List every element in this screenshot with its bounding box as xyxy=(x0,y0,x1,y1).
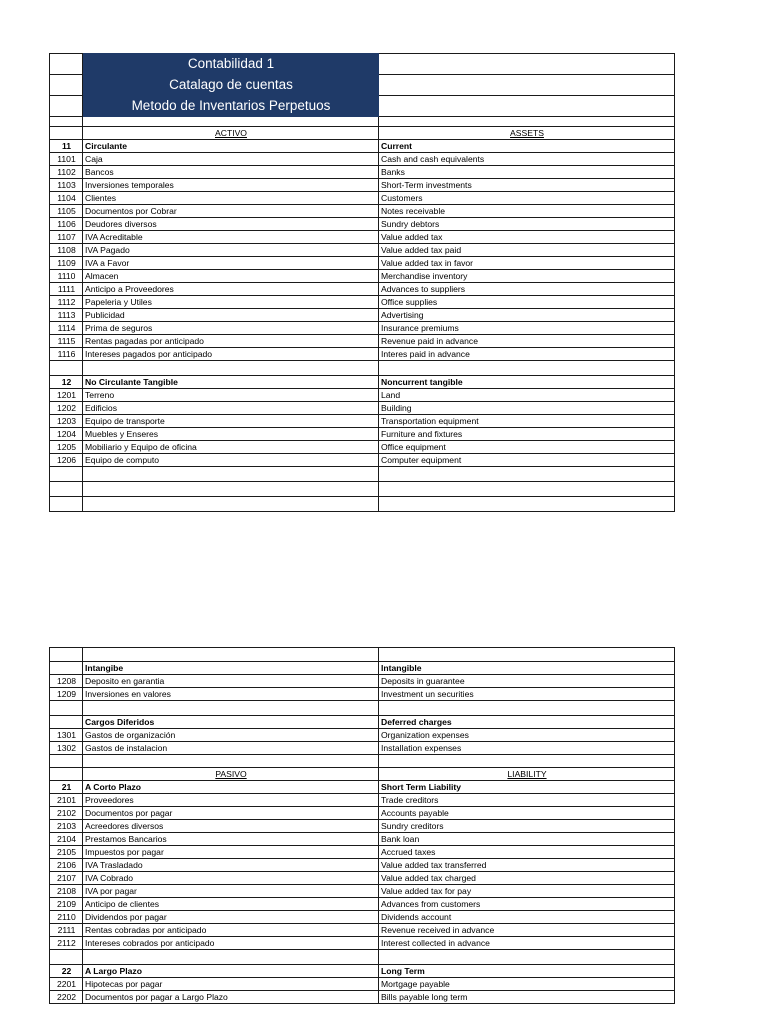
account-name-en: Value added tax in favor xyxy=(379,257,675,270)
empty-cell xyxy=(379,497,675,512)
account-name-es: Rentas pagadas por anticipado xyxy=(83,335,379,348)
section-title-es: No Circulante Tangible xyxy=(83,376,379,389)
title-blank-cell xyxy=(50,75,83,96)
account-name-es: Publicidad xyxy=(83,309,379,322)
account-name-en: Transportation equipment xyxy=(379,415,675,428)
account-name-es: Caja xyxy=(83,153,379,166)
account-code: 1202 xyxy=(50,402,83,415)
section-title-en: Current xyxy=(379,140,675,153)
account-name-es: Intereses cobrados por anticipado xyxy=(83,937,379,950)
account-row xyxy=(50,807,675,820)
title-row xyxy=(50,75,675,96)
account-name-en: Value added tax xyxy=(379,231,675,244)
account-row xyxy=(50,688,675,701)
empty-cell xyxy=(379,648,675,662)
account-name-en: Merchandise inventory xyxy=(379,270,675,283)
account-name-en: Land xyxy=(379,389,675,402)
account-code: 2201 xyxy=(50,978,83,991)
account-name-en: Organization expenses xyxy=(379,729,675,742)
section-code: 11 xyxy=(50,140,83,153)
account-code: 2108 xyxy=(50,885,83,898)
empty-row xyxy=(50,117,675,127)
account-name-es: Dividendos por pagar xyxy=(83,911,379,924)
account-row xyxy=(50,859,675,872)
title-row xyxy=(50,54,675,75)
account-code: 1115 xyxy=(50,335,83,348)
empty-cell xyxy=(50,497,83,512)
account-code: 1206 xyxy=(50,454,83,467)
column-header-row xyxy=(50,768,675,781)
account-name-en: Investment un securities xyxy=(379,688,675,701)
account-name-es: Papeleria y Utiles xyxy=(83,296,379,309)
empty-cell xyxy=(379,467,675,482)
account-row xyxy=(50,389,675,402)
section-code: 22 xyxy=(50,965,83,978)
account-name-en: Building xyxy=(379,402,675,415)
section-header-row xyxy=(50,965,675,978)
empty-row xyxy=(50,950,675,965)
account-row xyxy=(50,937,675,950)
account-row xyxy=(50,322,675,335)
account-name-es: IVA Pagado xyxy=(83,244,379,257)
account-name-en: Interest collected in advance xyxy=(379,937,675,950)
activo-header xyxy=(83,127,379,140)
account-name-es: Inversiones en valores xyxy=(83,688,379,701)
account-name-en: Advances to suppliers xyxy=(379,283,675,296)
account-row xyxy=(50,428,675,441)
account-name-en: Advertising xyxy=(379,309,675,322)
section-code xyxy=(50,716,83,729)
account-row xyxy=(50,441,675,454)
account-name-en: Value added tax transferred xyxy=(379,859,675,872)
account-catalog-table-2 xyxy=(49,647,675,1004)
empty-row xyxy=(50,701,675,716)
account-name-es: Hipotecas por pagar xyxy=(83,978,379,991)
title-blank-cell xyxy=(50,96,83,117)
account-name-en: Cash and cash equivalents xyxy=(379,153,675,166)
empty-cell xyxy=(50,117,83,127)
account-name-es: Prestamos Bancarios xyxy=(83,833,379,846)
account-name-en: Value added tax for pay xyxy=(379,885,675,898)
empty-cell xyxy=(83,361,379,376)
section-title-es: Cargos Diferidos xyxy=(83,716,379,729)
account-name-es: IVA Trasladado xyxy=(83,859,379,872)
blank-cell xyxy=(50,768,83,781)
account-code: 2102 xyxy=(50,807,83,820)
account-code: 1103 xyxy=(50,179,83,192)
account-code: 1112 xyxy=(50,296,83,309)
account-code: 1110 xyxy=(50,270,83,283)
pasivo-header xyxy=(83,768,379,781)
empty-row xyxy=(50,755,675,768)
account-code: 2103 xyxy=(50,820,83,833)
account-row xyxy=(50,898,675,911)
account-name-es: Acreedores diversos xyxy=(83,820,379,833)
activo-header-text: ACTIVO xyxy=(215,128,247,138)
account-name-en: Bills payable long term xyxy=(379,991,675,1004)
section-header-row xyxy=(50,781,675,794)
account-code: 1107 xyxy=(50,231,83,244)
account-row xyxy=(50,192,675,205)
column-header-row xyxy=(50,127,675,140)
section-title-es: A Corto Plazo xyxy=(83,781,379,794)
account-row xyxy=(50,978,675,991)
account-name-es: Deposito en garantia xyxy=(83,675,379,688)
empty-cell xyxy=(83,648,379,662)
account-name-es: Equipo de computo xyxy=(83,454,379,467)
empty-cell xyxy=(379,701,675,716)
account-name-en: Insurance premiums xyxy=(379,322,675,335)
account-code: 1109 xyxy=(50,257,83,270)
account-name-es: Bancos xyxy=(83,166,379,179)
empty-row xyxy=(50,361,675,376)
account-name-es: IVA a Favor xyxy=(83,257,379,270)
account-code: 1111 xyxy=(50,283,83,296)
account-row xyxy=(50,296,675,309)
section-title-en: Deferred charges xyxy=(379,716,675,729)
account-row xyxy=(50,833,675,846)
empty-row xyxy=(50,648,675,662)
account-code: 1201 xyxy=(50,389,83,402)
account-code: 1113 xyxy=(50,309,83,322)
title-right-blank xyxy=(379,75,675,96)
account-row xyxy=(50,166,675,179)
account-row xyxy=(50,179,675,192)
account-row xyxy=(50,153,675,166)
account-row xyxy=(50,218,675,231)
section-title-es: A Largo Plazo xyxy=(83,965,379,978)
account-name-en: Revenue received in advance xyxy=(379,924,675,937)
empty-cell xyxy=(83,755,379,768)
account-name-es: Mobiliario y Equipo de oficina xyxy=(83,441,379,454)
empty-cell xyxy=(379,950,675,965)
account-row xyxy=(50,415,675,428)
account-name-es: Terreno xyxy=(83,389,379,402)
account-row xyxy=(50,820,675,833)
account-name-en: Banks xyxy=(379,166,675,179)
account-name-en: Office equipment xyxy=(379,441,675,454)
account-code: 1104 xyxy=(50,192,83,205)
account-name-es: Muebles y Enseres xyxy=(83,428,379,441)
empty-cell xyxy=(379,755,675,768)
section-title-en: Long Term xyxy=(379,965,675,978)
account-code: 1208 xyxy=(50,675,83,688)
account-name-es: Proveedores xyxy=(83,794,379,807)
account-name-en: Sundry creditors xyxy=(379,820,675,833)
empty-cell xyxy=(50,755,83,768)
account-code: 1205 xyxy=(50,441,83,454)
account-name-es: Deudores diversos xyxy=(83,218,379,231)
account-row xyxy=(50,257,675,270)
account-code: 2112 xyxy=(50,937,83,950)
account-row xyxy=(50,205,675,218)
account-name-en: Notes receivable xyxy=(379,205,675,218)
account-name-en: Short-Term investments xyxy=(379,179,675,192)
account-row xyxy=(50,729,675,742)
section-header-row xyxy=(50,662,675,675)
empty-cell xyxy=(50,361,83,376)
empty-cell xyxy=(379,482,675,497)
account-name-es: Documentos por pagar xyxy=(83,807,379,820)
empty-cell xyxy=(83,117,379,127)
account-row xyxy=(50,283,675,296)
account-name-en: Accrued taxes xyxy=(379,846,675,859)
account-name-es: Anticipo de clientes xyxy=(83,898,379,911)
account-name-es: Rentas cobradas por anticipado xyxy=(83,924,379,937)
account-name-en: Bank loan xyxy=(379,833,675,846)
account-name-en: Furniture and fixtures xyxy=(379,428,675,441)
account-row xyxy=(50,675,675,688)
account-code: 1302 xyxy=(50,742,83,755)
account-name-en: Value added tax charged xyxy=(379,872,675,885)
account-name-es: Equipo de transporte xyxy=(83,415,379,428)
account-code: 1108 xyxy=(50,244,83,257)
empty-cell xyxy=(50,701,83,716)
report-title-line: Metodo de Inventarios Perpetuos xyxy=(83,96,379,117)
account-row xyxy=(50,991,675,1004)
empty-cell xyxy=(50,950,83,965)
empty-cell xyxy=(50,482,83,497)
account-name-es: Anticipo a Proveedores xyxy=(83,283,379,296)
account-row xyxy=(50,402,675,415)
section-header-row xyxy=(50,716,675,729)
account-code: 1105 xyxy=(50,205,83,218)
account-name-es: Almacen xyxy=(83,270,379,283)
account-name-es: IVA por pagar xyxy=(83,885,379,898)
section-code xyxy=(50,662,83,675)
account-code: 1116 xyxy=(50,348,83,361)
account-name-es: IVA Acreditable xyxy=(83,231,379,244)
account-row xyxy=(50,885,675,898)
account-row xyxy=(50,872,675,885)
account-code: 1204 xyxy=(50,428,83,441)
account-code: 1102 xyxy=(50,166,83,179)
account-name-es: Prima de seguros xyxy=(83,322,379,335)
account-name-en: Trade creditors xyxy=(379,794,675,807)
account-name-es: Gastos de organización xyxy=(83,729,379,742)
account-name-es: Impuestos por pagar xyxy=(83,846,379,859)
account-name-en: Computer equipment xyxy=(379,454,675,467)
account-code: 1209 xyxy=(50,688,83,701)
account-row xyxy=(50,244,675,257)
assets-header-text: ASSETS xyxy=(510,128,544,138)
empty-cell xyxy=(50,648,83,662)
account-name-en: Accounts payable xyxy=(379,807,675,820)
account-name-en: Deposits in guarantee xyxy=(379,675,675,688)
section-title-es: Circulante xyxy=(83,140,379,153)
account-code: 2202 xyxy=(50,991,83,1004)
report-title-line: Catalago de cuentas xyxy=(83,75,379,96)
title-row xyxy=(50,96,675,117)
account-name-es: Edificios xyxy=(83,402,379,415)
section-code: 12 xyxy=(50,376,83,389)
account-code: 2106 xyxy=(50,859,83,872)
account-name-en: Customers xyxy=(379,192,675,205)
account-name-en: Advances from customers xyxy=(379,898,675,911)
section-header-row xyxy=(50,376,675,389)
account-code: 2101 xyxy=(50,794,83,807)
account-code: 2110 xyxy=(50,911,83,924)
account-name-en: Office supplies xyxy=(379,296,675,309)
empty-row xyxy=(50,467,675,482)
title-right-blank xyxy=(379,96,675,117)
blank-cell xyxy=(50,127,83,140)
account-name-es: IVA Cobrado xyxy=(83,872,379,885)
section-title-en: Noncurrent tangible xyxy=(379,376,675,389)
account-name-es: Documentos por Cobrar xyxy=(83,205,379,218)
empty-cell xyxy=(83,467,379,482)
account-row xyxy=(50,911,675,924)
account-name-en: Installation expenses xyxy=(379,742,675,755)
account-name-es: Intereses pagados por anticipado xyxy=(83,348,379,361)
empty-row xyxy=(50,482,675,497)
account-name-en: Revenue paid in advance xyxy=(379,335,675,348)
empty-row xyxy=(50,497,675,512)
account-row xyxy=(50,794,675,807)
empty-cell xyxy=(83,950,379,965)
empty-cell xyxy=(83,497,379,512)
pasivo-header-text: PASIVO xyxy=(215,769,247,779)
account-name-en: Value added tax paid xyxy=(379,244,675,257)
section-title-es: Intangibe xyxy=(83,662,379,675)
account-row xyxy=(50,231,675,244)
account-code: 1106 xyxy=(50,218,83,231)
account-catalog-table-1 xyxy=(49,53,675,512)
empty-cell xyxy=(83,482,379,497)
liability-header-text: LIABILITY xyxy=(507,769,547,779)
section-title-en: Intangible xyxy=(379,662,675,675)
account-code: 2111 xyxy=(50,924,83,937)
report-title-line: Contabilidad 1 xyxy=(83,54,379,75)
account-row xyxy=(50,924,675,937)
account-code: 2109 xyxy=(50,898,83,911)
account-code: 1101 xyxy=(50,153,83,166)
account-code: 1301 xyxy=(50,729,83,742)
account-name-es: Gastos de instalacion xyxy=(83,742,379,755)
account-row xyxy=(50,742,675,755)
title-right-blank xyxy=(379,54,675,75)
liability-header xyxy=(379,768,675,781)
account-code: 1114 xyxy=(50,322,83,335)
empty-cell xyxy=(83,701,379,716)
empty-cell xyxy=(50,467,83,482)
account-name-en: Interes paid in advance xyxy=(379,348,675,361)
account-row xyxy=(50,846,675,859)
empty-cell xyxy=(379,117,675,127)
account-code: 2105 xyxy=(50,846,83,859)
account-code: 2107 xyxy=(50,872,83,885)
account-row xyxy=(50,454,675,467)
account-row xyxy=(50,270,675,283)
empty-cell xyxy=(379,361,675,376)
account-name-es: Inversiones temporales xyxy=(83,179,379,192)
assets-header xyxy=(379,127,675,140)
account-row xyxy=(50,309,675,322)
account-name-en: Dividends account xyxy=(379,911,675,924)
title-blank-cell xyxy=(50,54,83,75)
section-code: 21 xyxy=(50,781,83,794)
account-name-en: Mortgage payable xyxy=(379,978,675,991)
account-row xyxy=(50,335,675,348)
account-code: 1203 xyxy=(50,415,83,428)
account-name-en: Sundry debtors xyxy=(379,218,675,231)
section-title-en: Short Term Liability xyxy=(379,781,675,794)
account-code: 2104 xyxy=(50,833,83,846)
account-name-es: Clientes xyxy=(83,192,379,205)
account-name-es: Documentos por pagar a Largo Plazo xyxy=(83,991,379,1004)
account-row xyxy=(50,348,675,361)
section-header-row xyxy=(50,140,675,153)
